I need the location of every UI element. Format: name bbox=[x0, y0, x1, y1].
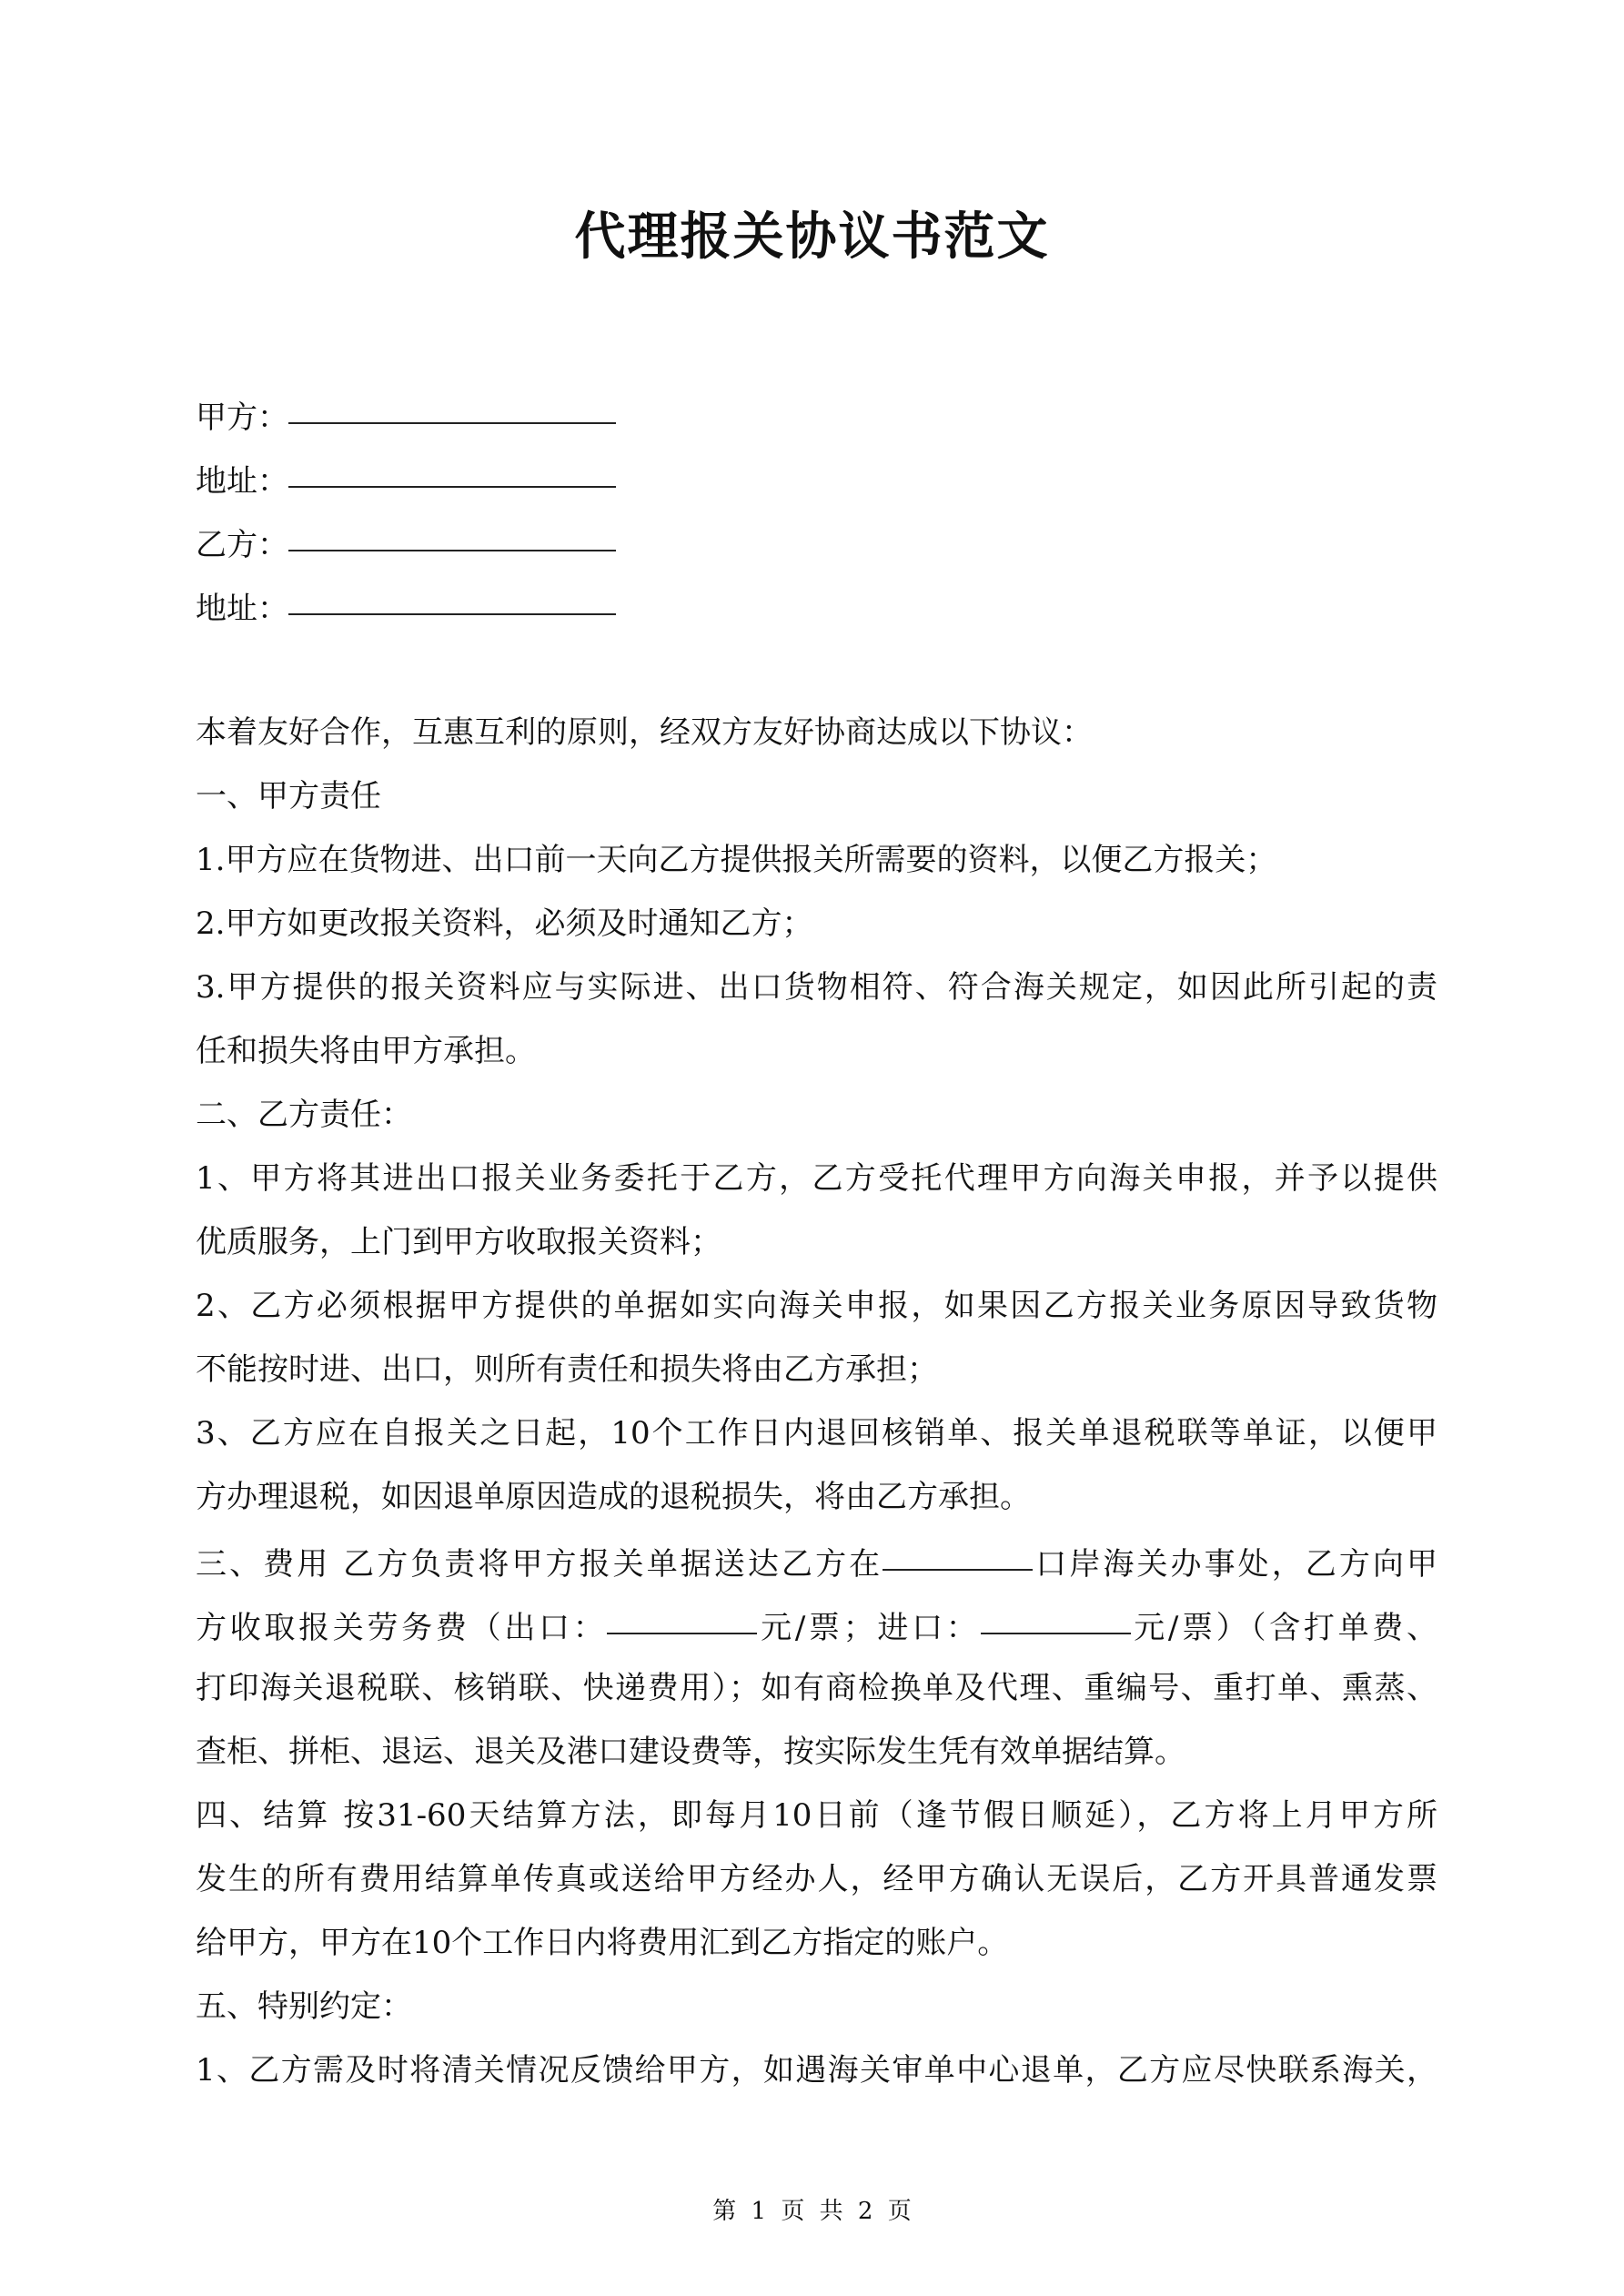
section-1-item-3-line-1: 3.甲方提供的报关资料应与实际进、出口货物相符、符合海关规定，如因此所引起的责 bbox=[196, 969, 1437, 1006]
section-2-item-1-line-1: 1、甲方将其进出口报关业务委托于乙方，乙方受托代理甲方向海关申报，并予以提供 bbox=[196, 1160, 1437, 1197]
section-1-item-1: 1.甲方应在货物进、出口前一天向乙方提供报关所需要的资料，以便乙方报关； bbox=[196, 842, 1277, 878]
section-1-item-2: 2.甲方如更改报关资料，必须及时通知乙方； bbox=[196, 905, 813, 942]
section-4-line-1: 四、结算 按31-60天结算方法，即每月10日前（逢节假日顺延），乙方将上月甲方所 bbox=[196, 1797, 1437, 1834]
party-a-address-blank bbox=[288, 446, 616, 488]
party-a-blank bbox=[288, 382, 616, 424]
page-number-footer: 第 1 页 共 2 页 bbox=[712, 2198, 912, 2225]
party-b-address-line bbox=[196, 573, 1469, 637]
section-3-line-1-part-b: 口岸海关办事处，乙方向甲 bbox=[1033, 1546, 1437, 1583]
section-2-item-1-line-2: 优质服务，上门到甲方收取报关资料； bbox=[196, 1224, 721, 1260]
party-a-address-label: 地址： bbox=[196, 463, 288, 500]
section-3-line-2-part-c: 元/票）（含打单费、 bbox=[1130, 1610, 1437, 1646]
section-2-item-3-line-2: 方办理退税，如因退单原因造成的退税损失，将由乙方承担。 bbox=[196, 1479, 1031, 1515]
party-info-block bbox=[196, 382, 1469, 637]
section-4-line-2: 发生的所有费用结算单传真或送给甲方经办人，经甲方确认无误后，乙方开具普通发票 bbox=[196, 1861, 1437, 1897]
section-3-line-2-part-b: 元/票；进口： bbox=[757, 1610, 981, 1646]
agreement-body bbox=[196, 701, 1437, 2102]
party-b-label: 乙方： bbox=[196, 527, 288, 563]
section-1-item-3-line-2: 任和损失将由甲方承担。 bbox=[196, 1033, 536, 1069]
port-name-blank bbox=[883, 1529, 1033, 1571]
section-5-item-1-line-1: 1、乙方需及时将清关情况反馈给甲方，如遇海关审单中心退单，乙方应尽快联系海关， bbox=[196, 2052, 1437, 2089]
section-3-line-1-part-a: 三、费用 乙方负责将甲方报关单据送达乙方在 bbox=[196, 1546, 883, 1583]
party-b-line bbox=[196, 510, 1469, 573]
section-3-line-2-part-a: 方收取报关劳务费（出口： bbox=[196, 1610, 608, 1646]
section-3-line-3: 打印海关退税联、核销联、快递费用）；如有商检换单及代理、重编号、重打单、熏蒸、 bbox=[196, 1670, 1437, 1706]
section-2-item-3-line-1: 3、乙方应在自报关之日起，10个工作日内退回核销单、报关单退税联等单证，以便甲 bbox=[196, 1415, 1437, 1451]
party-b-address-label: 地址： bbox=[196, 591, 288, 627]
document-title: 代理报关协议书范文 bbox=[574, 207, 1050, 267]
party-a-address-line bbox=[196, 446, 1469, 510]
section-1-heading: 一、甲方责任 bbox=[196, 778, 381, 814]
party-a-label: 甲方： bbox=[196, 400, 288, 436]
section-5-heading: 五、特别约定： bbox=[196, 1988, 412, 2025]
section-3-line-1 bbox=[196, 1529, 1437, 1593]
intro-paragraph: 本着友好合作，互惠互利的原则，经双方友好协商达成以下协议： bbox=[196, 714, 1093, 751]
section-4-line-3: 给甲方，甲方在10个工作日内将费用汇到乙方指定的账户。 bbox=[196, 1925, 1009, 1961]
section-2-item-2-line-2: 不能按时进、出口，则所有责任和损失将由乙方承担； bbox=[196, 1351, 938, 1388]
party-a-line bbox=[196, 382, 1469, 446]
party-b-address-blank bbox=[288, 573, 616, 615]
import-fee-blank bbox=[981, 1593, 1131, 1634]
section-3-line-2 bbox=[196, 1593, 1437, 1656]
party-b-blank bbox=[288, 510, 616, 551]
section-2-heading: 二、乙方责任： bbox=[196, 1097, 412, 1133]
section-3-line-4: 查柜、拼柜、退运、退关及港口建设费等，按实际发生凭有效单据结算。 bbox=[196, 1734, 1185, 1770]
export-fee-blank bbox=[607, 1593, 757, 1634]
section-2-item-2-line-1: 2、乙方必须根据甲方提供的单据如实向海关申报，如果因乙方报关业务原因导致货物 bbox=[196, 1288, 1437, 1324]
